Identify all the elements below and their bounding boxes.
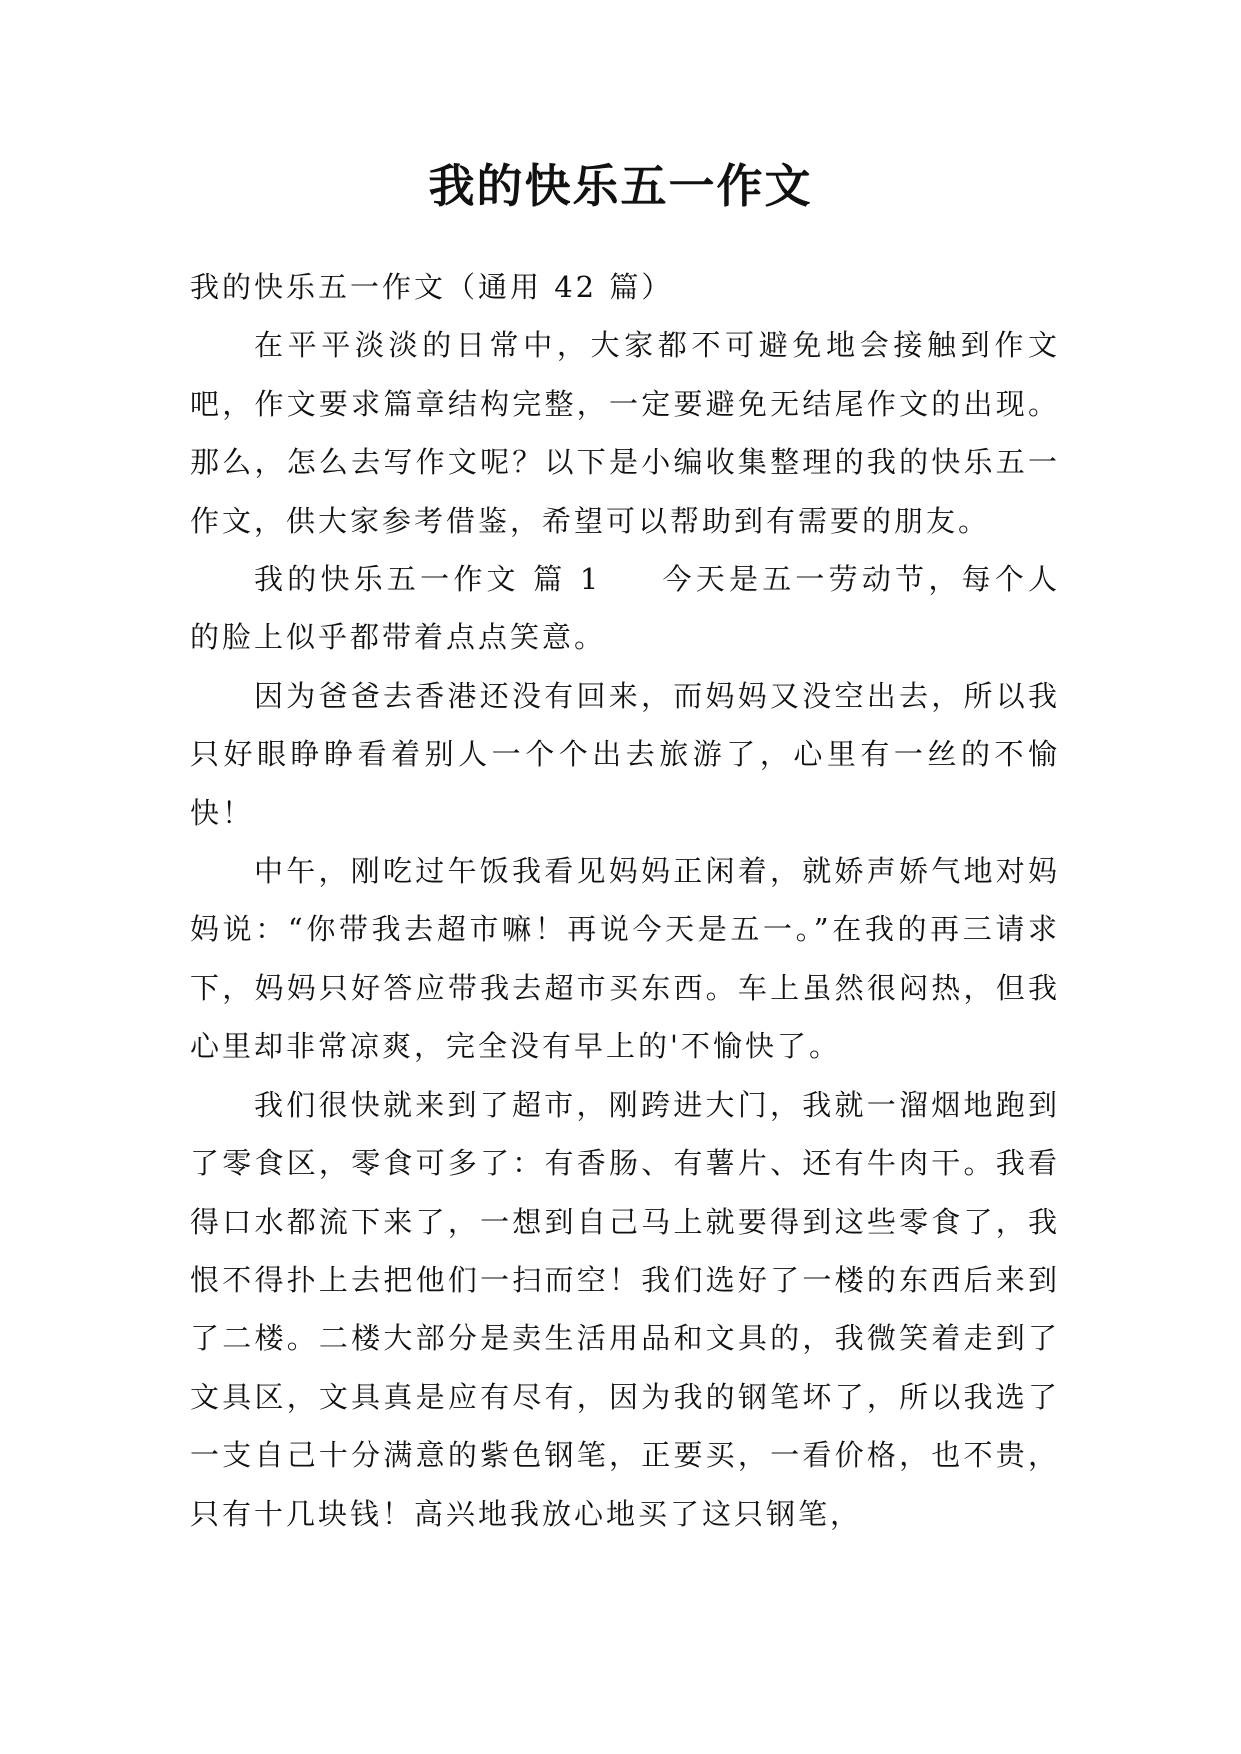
document-body <box>190 258 1060 1543</box>
body-paragraph-3: 我们很快就来到了超市，刚跨进大门，我就一溜烟地跑到了零食区，零食可多了：有香肠、有薯片、还有牛肉干。我看得口水都流下来了，一想到自己马上就要得到这些零食了，我恨不得扑上去把他们一扫而空！我们选好了一楼的东西后来到了二楼。二楼大部分是卖生活用品和文具的，我微笑着走到了文具区，文具真是应有尽有，因为我的钢笔坏了，所以我选了一支自己十分满意的紫色钢笔，正要买，一看价格，也不贵，只有十几块钱！高兴地我放心地买了这只钢笔， <box>190 1087 1060 1531</box>
body-paragraph-1: 因为爸爸去香港还没有回来，而妈妈又没空出去，所以我只好眼睁睁看着别人一个个出去旅游了，心里有一丝的不愉快！ <box>190 678 1060 830</box>
section-1-heading: 我的快乐五一作文 篇 1 <box>254 562 602 597</box>
section-1-paragraph <box>190 550 1060 667</box>
document-title: 我的快乐五一作文 <box>428 159 813 213</box>
section-1-first-sentence: 今天是五一劳动节，每个人的脸上似乎都带着点点笑意。 <box>190 562 1060 655</box>
document-subtitle: 我的快乐五一作文（通用 42 篇） <box>190 270 674 304</box>
body-paragraph-2: 中午，刚吃过午饭我看见妈妈正闲着，就娇声娇气地对妈妈说：“你带我去超市嘛！再说今天是五一。”在我的再三请求下，妈妈只好答应带我去超市买东西。车上虽然很闷热，但我心里却非常凉爽，完全没有早上的'不愉快了。 <box>190 854 1060 1064</box>
intro-paragraph: 在平平淡淡的日常中，大家都不可避免地会接触到作文吧，作文要求篇章结构完整，一定要避免无结尾作文的出现。那么，怎么去写作文呢？以下是小编收集整理的我的快乐五一作文，供大家参考借鉴，希望可以帮助到有需要的朋友。 <box>190 328 1060 538</box>
